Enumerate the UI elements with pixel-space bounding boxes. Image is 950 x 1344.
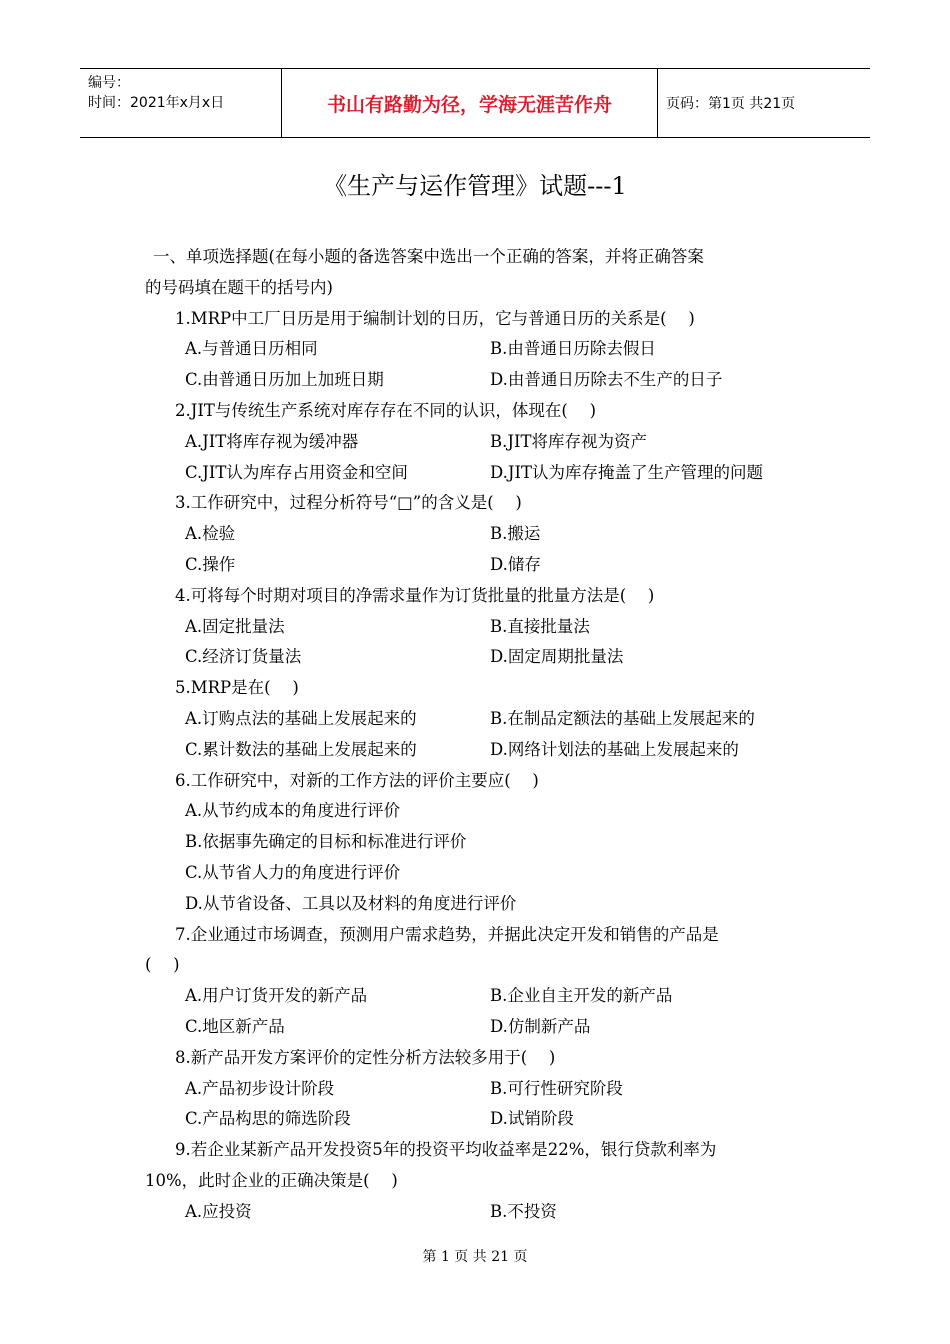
question-7-stem-line2: ( ) <box>145 955 180 975</box>
question-2-stem: 2.JIT与传统生产系统对库存存在不同的认识，体现在( ) <box>175 400 596 420</box>
question-3-option-b: B.搬运 <box>490 524 541 544</box>
question-8-option-d: D.试销阶段 <box>490 1109 574 1129</box>
header-info-cell <box>80 69 282 137</box>
question-6-option-a: A.从节约成本的角度进行评价 <box>185 801 401 821</box>
page-footer: 第 1 页 共 21 页 <box>422 1249 528 1265</box>
question-4-options-cd <box>145 642 815 673</box>
question-5-stem: 5.MRP是在( ) <box>175 678 299 698</box>
question-5-option-c: C.累计数法的基础上发展起来的 <box>185 739 417 759</box>
question-5-option-d: D.网络计划法的基础上发展起来的 <box>490 739 739 759</box>
question-4-option-b: B.直接批量法 <box>490 616 590 636</box>
question-9-option-a: A.应投资 <box>185 1201 252 1221</box>
question-3-option-c: C.操作 <box>185 554 236 574</box>
question-1-option-b: B.由普通日历除去假日 <box>490 339 656 359</box>
question-1-option-c: C.由普通日历加上加班日期 <box>185 370 384 390</box>
question-5-options-ab <box>145 704 815 735</box>
question-1-options-ab <box>145 334 815 365</box>
question-3-option-d: D.储存 <box>490 554 541 574</box>
exam-content <box>145 242 815 1228</box>
question-3-options-cd <box>145 550 815 581</box>
page-header <box>80 68 870 138</box>
header-number-label: 编号： <box>88 75 130 91</box>
section-heading-line1: 一、单项选择题(在每小题的备选答案中选出一个正确的答案，并将正确答案 <box>153 247 704 266</box>
question-8-options-ab <box>145 1074 815 1105</box>
question-8-option-b: B.可行性研究阶段 <box>490 1078 623 1098</box>
header-motto: 书山有路勤为径，学海无涯苦作舟 <box>282 69 658 137</box>
question-9-options-ab <box>145 1197 815 1228</box>
question-7-option-a: A.用户订货开发的新产品 <box>185 986 368 1006</box>
question-2-option-d: D.JIT认为库存掩盖了生产管理的问题 <box>490 462 764 482</box>
question-2-option-a: A.JIT将库存视为缓冲器 <box>185 431 359 451</box>
question-5-option-a: A.订购点法的基础上发展起来的 <box>185 708 417 728</box>
question-2-option-c: C.JIT认为库存占用资金和空间 <box>185 462 408 482</box>
question-9-option-b: B.不投资 <box>490 1201 557 1221</box>
question-3-option-a: A.检验 <box>185 524 236 544</box>
question-6-option-b: B.依据事先确定的目标和标准进行评价 <box>185 832 467 852</box>
document-title: 《生产与运作管理》试题---1 <box>323 172 627 200</box>
question-7-options-ab <box>145 981 815 1012</box>
question-1-options-cd <box>145 365 815 396</box>
question-1-stem: 1.MRP中工厂日历是用于编制计划的日历，它与普通日历的关系是( ) <box>175 308 695 328</box>
question-8-stem: 8.新产品开发方案评价的定性分析方法较多用于( ) <box>175 1047 556 1067</box>
question-5-options-cd <box>145 735 815 766</box>
question-5-option-b: B.在制品定额法的基础上发展起来的 <box>490 708 755 728</box>
question-1-option-d: D.由普通日历除去不生产的日子 <box>490 370 723 390</box>
question-9-stem-line2: 10%，此时企业的正确决策是( ) <box>145 1170 398 1190</box>
section-heading-line2: 的号码填在题干的括号内) <box>145 277 333 297</box>
header-time-label: 时间：2021年x月x日 <box>88 95 225 111</box>
question-2-option-b: B.JIT将库存视为资产 <box>490 431 648 451</box>
question-9-stem-line1: 9.若企业某新产品开发投资5年的投资平均收益率是22%，银行贷款利率为 <box>175 1140 717 1160</box>
question-2-options-ab <box>145 427 815 458</box>
question-7-option-d: D.仿制新产品 <box>490 1016 591 1036</box>
question-6-option-c: C.从节省人力的角度进行评价 <box>185 862 401 882</box>
question-4-option-c: C.经济订货量法 <box>185 647 302 667</box>
question-8-option-c: C.产品构思的筛选阶段 <box>185 1109 351 1129</box>
question-4-stem: 4.可将每个时期对项目的净需求量作为订货批量的批量方法是( ) <box>175 585 655 605</box>
question-8-option-a: A.产品初步设计阶段 <box>185 1078 335 1098</box>
question-3-stem: 3.工作研究中，过程分析符号“□”的含义是( ) <box>175 493 522 513</box>
question-2-options-cd <box>145 458 815 489</box>
question-3-options-ab <box>145 519 815 550</box>
question-4-option-d: D.固定周期批量法 <box>490 647 624 667</box>
question-4-options-ab <box>145 612 815 643</box>
question-8-options-cd <box>145 1104 815 1135</box>
question-7-option-b: B.企业自主开发的新产品 <box>490 986 673 1006</box>
question-4-option-a: A.固定批量法 <box>185 616 285 636</box>
question-1-option-a: A.与普通日历相同 <box>185 339 318 359</box>
header-page-label: 页码：第1页 共21页 <box>666 96 796 112</box>
question-7-options-cd <box>145 1012 815 1043</box>
question-7-stem-line1: 7.企业通过市场调查，预测用户需求趋势，并据此决定开发和销售的产品是 <box>175 924 719 944</box>
question-6-option-d: D.从节省设备、工具以及材料的角度进行评价 <box>185 893 517 913</box>
question-7-option-c: C.地区新产品 <box>185 1016 285 1036</box>
question-6-stem: 6.工作研究中，对新的工作方法的评价主要应( ) <box>175 770 539 790</box>
